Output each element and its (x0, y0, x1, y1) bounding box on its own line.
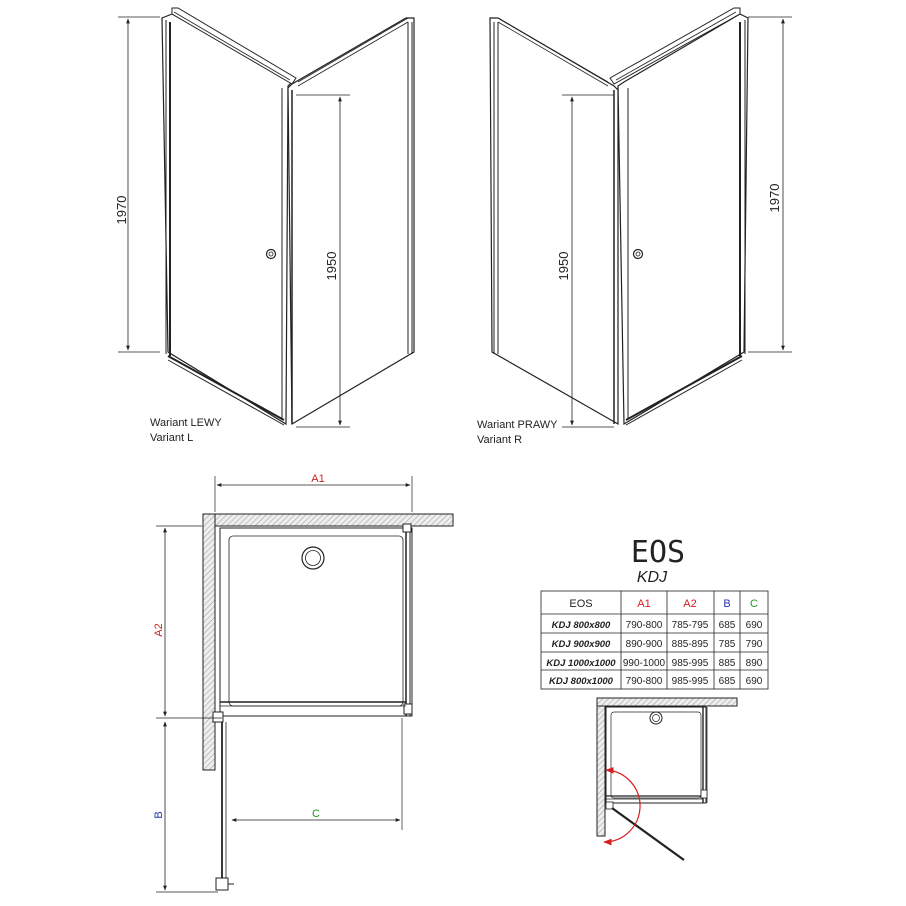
plan-label-b: B (153, 811, 165, 819)
table-cell: 690 (745, 676, 763, 687)
right-caption-line2: Variant R (477, 434, 523, 446)
left-dim-1970 (118, 17, 160, 352)
plan-label-a2: A2 (153, 623, 165, 637)
left-door-panel (162, 14, 292, 425)
left-elevation-view (118, 8, 414, 427)
left-dim-1950-label: 1950 (324, 251, 339, 281)
table-cell: 690 (745, 620, 763, 631)
table-header-a2: A2 (683, 598, 697, 610)
table-cell: 685 (718, 620, 736, 631)
plan-label-a1: A1 (311, 473, 325, 485)
table-cell: KDJ 800x1000 (549, 676, 613, 687)
table-cell: 985-995 (671, 676, 709, 687)
table-cell: KDJ 900x900 (551, 639, 611, 650)
table-header-c: C (750, 598, 758, 610)
plan-wall-top (203, 514, 453, 526)
table-header-model: EOS (569, 598, 593, 610)
right-elevation-view (490, 8, 792, 427)
table-cell: 790-800 (625, 620, 663, 631)
plan-label-c: C (312, 808, 320, 820)
product-model: KDJ (636, 569, 668, 586)
left-caption-line1: Wariant LEWY (150, 417, 222, 429)
table-cell: 790-800 (625, 676, 663, 687)
table-cell: KDJ 800x800 (551, 620, 611, 631)
plan-view (156, 476, 453, 892)
right-side-panel (490, 18, 618, 424)
right-caption-line1: Wariant PRAWY (477, 419, 558, 431)
table-cell: 785 (718, 639, 736, 650)
table-cell: 790 (745, 639, 763, 650)
left-dim-1970-label: 1970 (114, 195, 129, 225)
table-cell: 985-995 (671, 658, 709, 669)
table-header-b: B (723, 598, 731, 610)
left-caption-line2: Variant L (150, 432, 194, 444)
table-header-a1: A1 (637, 598, 651, 610)
table-cell: 785-795 (671, 620, 709, 631)
table-cell: 885-895 (671, 639, 709, 650)
table-cell: 685 (718, 676, 736, 687)
table-cell: 890 (745, 658, 763, 669)
left-side-panel (288, 18, 414, 424)
table-cell: KDJ 1000x1000 (546, 658, 616, 669)
table-cell: 885 (718, 658, 736, 669)
plan-wall-left (203, 514, 215, 770)
plan-shower-tray (220, 528, 412, 716)
table-cell: 990-1000 (622, 658, 666, 669)
dimensions-table-text (546, 598, 762, 687)
product-title: EOS (630, 535, 686, 570)
right-dim-1970-label: 1970 (767, 183, 782, 213)
small-plan-view (597, 698, 737, 860)
right-dim-1950-label: 1950 (556, 251, 571, 281)
right-door-panel (618, 14, 748, 425)
table-cell: 890-900 (625, 639, 663, 650)
